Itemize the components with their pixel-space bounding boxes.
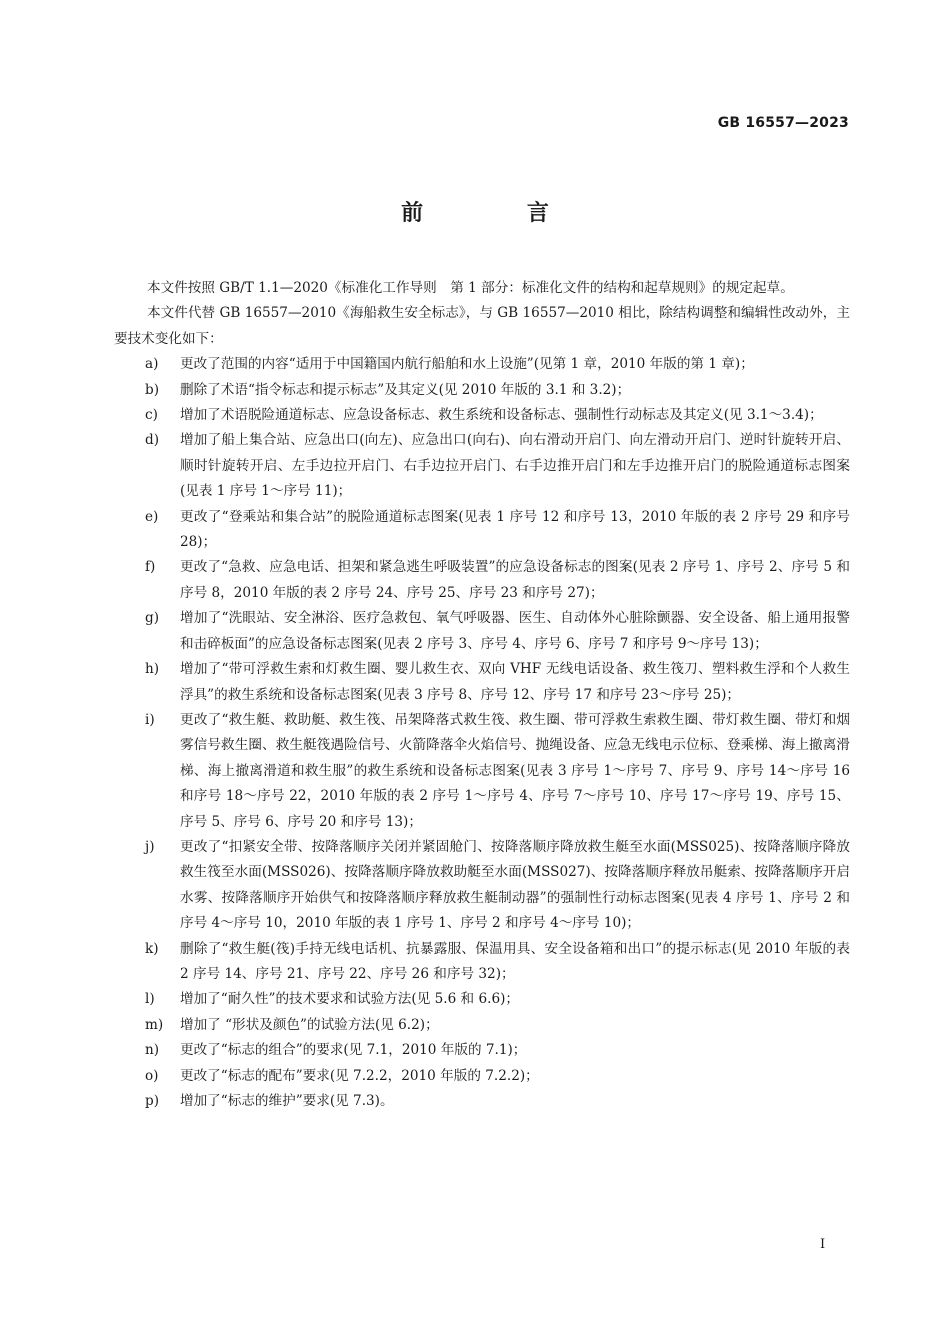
change-item-b — [114, 378, 850, 403]
item-text: 增加了“洗眼站、安全淋浴、医疗急救包、氧气呼吸器、医生、自动体外心脏除颤器、安全设备、船上通用报警和击碎板面”的应急设备标志图案(见表 2 序号 3、序号 4、序号 6、序号 7 和序号 9～序号 13)； — [180, 610, 850, 652]
item-label: l) — [145, 991, 155, 1008]
change-item-e — [114, 505, 850, 556]
item-label: e) — [145, 508, 159, 525]
change-item-m — [114, 1013, 850, 1038]
change-item-f — [114, 555, 850, 606]
item-label: p) — [145, 1093, 160, 1109]
change-item-l — [114, 987, 850, 1012]
item-label: h) — [145, 661, 160, 678]
item-text: 更改了范围的内容“适用于中国籍国内航行船舶和水上设施”(见第 1 章，2010 年版的第 1 章)； — [180, 356, 754, 373]
change-item-k — [114, 937, 850, 988]
item-text: 增加了术语脱险通道标志、应急设备标志、救生系统和设备标志、强制性行动标志及其定义(见 3.1～3.4)； — [180, 407, 823, 424]
change-item-i — [114, 708, 850, 835]
change-item-j — [114, 835, 850, 937]
change-item-o — [114, 1064, 850, 1089]
item-text: 更改了“标志的组合”的要求(见 7.1，2010 年版的 7.1)； — [180, 1042, 527, 1059]
item-text: 更改了“登乘站和集合站”的脱险通道标志图案(见表 1 序号 12 和序号 13，2010 年版的表 2 序号 29 和序号 28)； — [180, 508, 850, 551]
page-number: Ⅰ — [820, 1237, 826, 1252]
change-item-d — [114, 428, 850, 504]
item-text: 更改了“救生艇、救助艇、救生筏、吊架降落式救生筏、救生圈、带可浮救生索救生圈、带灯救生圈、带灯和烟雾信号救生圈、救生艇筏遇险信号、火箭降落伞火焰信号、抛绳设备、应急无线电示位标、登乘梯、海上撤离滑梯、海上撤离滑道和救生服”的救生系统和设备标志图案(见表 3 序号 1～序号 7、序号 9、序号 14～序号 16 和序号 18～序号 22，2010 年版的表 2 序号 1～序号 4、序号 7～序号 10、序号 17～序号 19、序号 15、序号 5、序号 6、序号 20 和序号 13)； — [180, 711, 850, 830]
item-text: 增加了 “形状及颜色”的试验方法(见 6.2)； — [180, 1016, 439, 1033]
item-text: 删除了术语“指令标志和提示标志”及其定义(见 2010 年版的 3.1 和 3.2)； — [180, 381, 631, 398]
item-label: m) — [145, 1016, 164, 1033]
item-label: g) — [145, 610, 160, 627]
item-text: 删除了“救生艇(筏)手持无线电话机、抗暴露服、保温用具、安全设备箱和出口”的提示标志(见 2010 年版的表 2 序号 14、序号 21、序号 22、序号 26 和序号 32)； — [180, 940, 850, 982]
item-text: 增加了“带可浮救生索和灯救生圈、婴儿救生衣、双向 VHF 无线电话设备、救生筏刀、塑料救生浮和个人救生浮具”的救生系统和设备标志图案(见表 3 序号 8、序号 12、序号 17 和序号 23～序号 25)； — [180, 661, 850, 703]
item-label: f) — [145, 559, 156, 576]
change-item-c — [114, 403, 850, 428]
change-item-p — [114, 1089, 850, 1114]
item-text: 增加了“耐久性”的技术要求和试验方法(见 5.6 和 6.6)； — [180, 991, 519, 1008]
item-text: 更改了“标志的配布”要求(见 7.2.2，2010 年版的 7.2.2)； — [180, 1067, 539, 1084]
item-text: 更改了“急救、应急电话、担架和紧急逃生呼吸装置”的应急设备标志的图案(见表 2 序号 1、序号 2、序号 5 和序号 8，2010 年版的表 2 序号 24、序号 25、序号 23 和序号 27)； — [180, 559, 850, 601]
change-item-g — [114, 606, 850, 657]
item-label: j) — [145, 838, 155, 855]
paragraph-replacement: 本文件代替 GB 16557—2010《海船救生安全标志》，与 GB 16557—2010 相比，除结构调整和编辑性改动外，主要技术变化如下： — [114, 305, 850, 347]
change-item-h — [114, 657, 850, 708]
item-text: 增加了船上集合站、应急出口(向左)、应急出口(向右)、向右滑动开启门、向左滑动开启门、逆时针旋转开启、顺时针旋转开启、左手边拉开启门、右手边拉开启门、右手边推开启门和左手边推开启门的脱险通道标志图案(见表 1 序号 1～序号 11)； — [180, 432, 850, 500]
item-label: o) — [145, 1067, 159, 1084]
paragraph-drafting-rules: 本文件按照 GB/T 1.1—2020《标准化工作导则 第 1 部分：标准化文件的结构和起草规则》的规定起草。 — [147, 280, 794, 296]
document-body — [114, 276, 850, 1114]
item-label: a) — [145, 356, 159, 373]
item-label: c) — [145, 407, 158, 424]
item-text: 增加了“标志的维护”要求(见 7.3)。 — [180, 1093, 394, 1109]
standard-number: GB 16557—2023 — [717, 115, 849, 131]
item-label: b) — [145, 381, 160, 398]
change-item-a — [114, 352, 850, 377]
page-title: 前 言 — [401, 201, 597, 226]
item-label: n) — [145, 1042, 160, 1059]
item-label: d) — [145, 432, 160, 449]
item-label: k) — [145, 940, 159, 957]
item-label: i) — [145, 711, 155, 728]
item-text: 更改了“扣紧安全带、按降落顺序关闭并紧固舱门、按降落顺序降放救生艇至水面(MSS025)、按降落顺序降放救生筏至水面(MSS026)、按降落顺序降放救助艇至水面(MSS027)、按降落顺序释放吊艇索、按降落顺序开启水雾、按降落顺序开始供气和按降落顺序释放救生艇制动器”的强制性行动标志图案(见表 4 序号 1、序号 2 和序号 4～序号 10，2010 年版的表 1 序号 1、序号 2 和序号 4～序号 10)； — [180, 838, 850, 932]
change-item-n — [114, 1038, 850, 1063]
